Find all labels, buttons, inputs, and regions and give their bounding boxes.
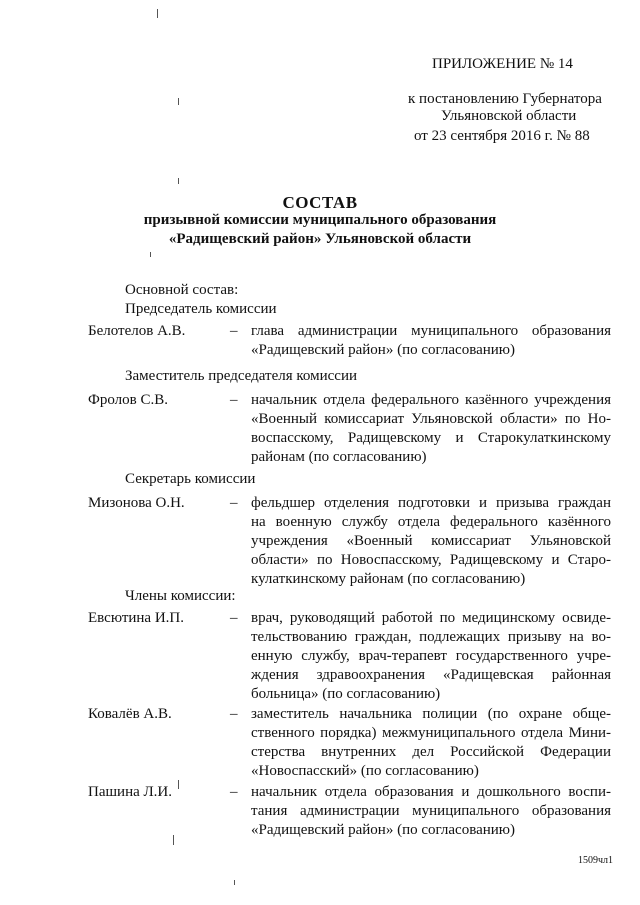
decree-reference-line2: Ульяновской области bbox=[441, 108, 577, 124]
member-name: Фролов С.В. bbox=[88, 392, 168, 408]
scan-mark bbox=[157, 9, 158, 18]
scan-mark bbox=[178, 98, 179, 105]
decree-reference-line1: к постановлению Губернатора bbox=[408, 91, 602, 107]
appendix-number: ПРИЛОЖЕНИЕ № 14 bbox=[432, 56, 573, 72]
scan-mark bbox=[178, 780, 179, 789]
member-name: Пашина Л.И. bbox=[88, 784, 173, 800]
composition-label: Основной состав: bbox=[125, 282, 239, 298]
role-heading-deputy: Заместитель председателя комиссии bbox=[125, 368, 358, 384]
document-title: СОСТАВ bbox=[282, 193, 358, 212]
role-heading-members: Члены комиссии: bbox=[125, 588, 236, 604]
member-dash: – bbox=[230, 392, 238, 408]
member-description: заместитель начальника полиции (по охране обще- ственного порядка) межмуниципального отдела Мини- стерства внутренних дел Российской Федерации «Новоспасский» (по согласованию) bbox=[251, 706, 611, 779]
document-subtitle-line2: «Радищевский район» Ульяновской области bbox=[168, 231, 472, 247]
member-description: фельдшер отделения подготовки и призыва граждан на военную службу отдела федерального казённого учреждения «Военный комиссариат Ульяновской области» по Новоспасскому, Радищевскому и Старо- кулаткинскому районам (по согласованию) bbox=[251, 495, 611, 587]
member-description: начальник отдела образования и дошкольного воспи- тания администрации муниципального образования «Радищевский район» (по согласованию) bbox=[251, 784, 611, 838]
role-heading-chairman: Председатель комиссии bbox=[125, 301, 277, 317]
scan-mark bbox=[178, 178, 179, 184]
decree-date: от 23 сентября 2016 г. № 88 bbox=[414, 128, 590, 144]
member-description: начальник отдела федерального казённого учреждения «Военный комиссариат Ульяновской области» по Но- воспасскому, Радищевскому и Старокулаткинскому районам (по согласованию) bbox=[251, 392, 611, 465]
member-dash: – bbox=[230, 706, 238, 722]
member-description: врач, руководящий работой по медицинскому освиде- тельствованию граждан, подлежащих призыву на во- енную службу, врач-терапевт государственного учре- ждения здравоохранения «Радищевская районная больница» (по согласованию) bbox=[251, 610, 611, 702]
member-name: Евсютина И.П. bbox=[88, 610, 185, 626]
member-description: глава администрации муниципального образования «Радищевский район» (по согласованию) bbox=[251, 323, 611, 358]
scan-mark bbox=[234, 880, 235, 885]
member-name: Ковалёв А.В. bbox=[88, 706, 172, 722]
member-dash: – bbox=[230, 784, 238, 800]
member-name: Белотелов А.В. bbox=[88, 323, 186, 339]
scan-mark bbox=[173, 835, 174, 845]
document-subtitle-line1: призывной комиссии муниципального образования bbox=[143, 212, 497, 228]
scan-mark bbox=[150, 252, 151, 257]
member-name: Мизонова О.Н. bbox=[88, 495, 185, 511]
role-heading-secretary: Секретарь комиссии bbox=[125, 471, 256, 487]
member-dash: – bbox=[230, 323, 238, 339]
member-dash: – bbox=[230, 495, 238, 511]
member-dash: – bbox=[230, 610, 238, 626]
document-code: 1509чл1 bbox=[578, 855, 614, 866]
